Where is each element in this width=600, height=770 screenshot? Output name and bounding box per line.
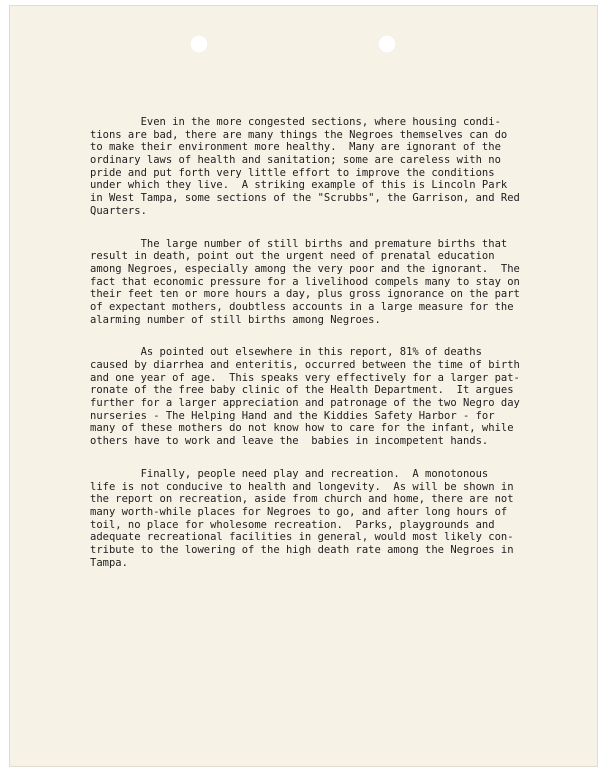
paragraph: [90, 468, 560, 570]
text-line: Even in the more congested sections, where housing condi-: [90, 116, 501, 128]
text-line: to make their environment more healthy. Many are ignorant of the: [90, 141, 501, 154]
text-line: under which they live. A striking example of this is Lincoln Park: [90, 179, 508, 192]
document-page: [10, 6, 597, 766]
text-line: of expectant mothers, doubtless accounts in a large measure for the: [90, 300, 514, 313]
text-line: life is not conducive to health and longevity. As will be shown in: [90, 480, 514, 493]
paragraph: [90, 116, 560, 218]
text-line: others have to work and leave the babies in incompetent hands.: [90, 435, 489, 448]
document-body: [90, 116, 560, 589]
text-line: tions are bad, there are many things the Negroes themselves can do: [90, 128, 508, 141]
punch-hole: [190, 35, 208, 53]
text-line: and one year of age. This speaks very effectively for a larger pat-: [90, 371, 520, 384]
text-line: adequate recreational facilities in general, would most likely con-: [90, 531, 514, 544]
text-line: their feet ten or more hours a day, plus gross ignorance on the part: [90, 288, 520, 301]
text-line: in West Tampa, some sections of the "Scrubbs", the Garrison, and Red: [90, 192, 520, 205]
text-line: ronate of the free baby clinic of the Health Department. It argues: [90, 384, 514, 397]
text-line: many of these mothers do not know how to care for the infant, while: [90, 422, 514, 435]
text-line: the report on recreation, aside from church and home, there are not: [90, 493, 514, 506]
paragraph: [90, 346, 560, 448]
text-line: tribute to the lowering of the high death rate among the Negroes in: [90, 543, 514, 556]
text-line: pride and put forth very little effort to improve the conditions: [90, 166, 495, 179]
text-line: Quarters.: [90, 204, 147, 217]
text-line: Tampa.: [90, 556, 128, 569]
text-line: The large number of still births and premature births that: [90, 237, 508, 250]
text-line: fact that economic pressure for a livelihood compels many to stay on: [90, 275, 520, 288]
text-line: caused by diarrhea and enteritis, occurred between the time of birth: [90, 359, 520, 371]
punch-hole: [378, 35, 396, 53]
text-line: ordinary laws of health and sanitation; some are careless with no: [90, 154, 501, 167]
text-line: toil, no place for wholesome recreation. Parks, playgrounds and: [90, 518, 495, 531]
paragraph: [90, 238, 560, 327]
text-line: alarming number of still births among Negroes.: [90, 313, 381, 326]
text-line: As pointed out elsewhere in this report, 81% of deaths: [90, 346, 482, 359]
text-line: Finally, people need play and recreation. A monotonous: [90, 467, 489, 480]
text-line: many worth-while places for Negroes to go, and after long hours of: [90, 505, 508, 518]
text-line: nurseries - The Helping Hand and the Kiddies Safety Harbor - for: [90, 409, 495, 422]
text-line: further for a larger appreciation and patronage of the two Negro day: [90, 397, 520, 410]
text-line: among Negroes, especially among the very poor and the ignorant. The: [90, 262, 520, 275]
text-line: result in death, point out the urgent need of prenatal education: [90, 250, 495, 263]
